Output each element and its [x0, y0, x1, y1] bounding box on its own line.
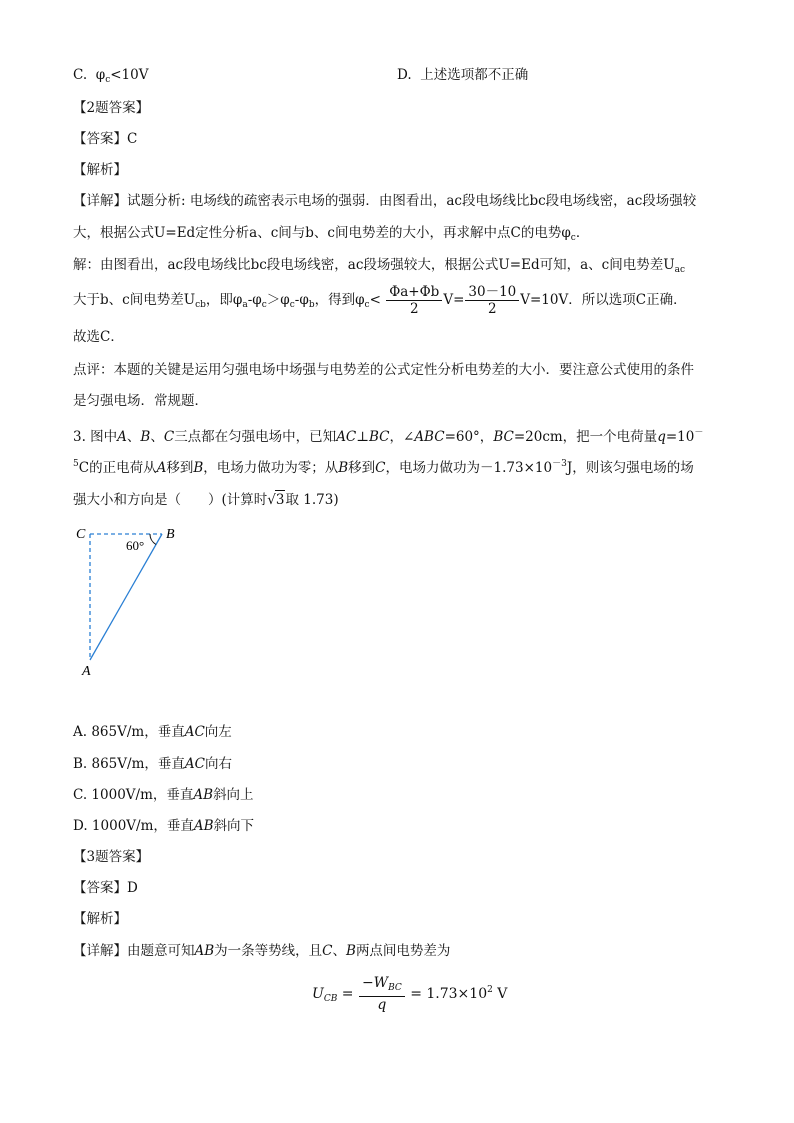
label-b: B	[166, 527, 175, 542]
q3-option-c: C. 1000V/m，垂直AB斜向上	[73, 787, 254, 803]
angle-arc	[150, 534, 156, 545]
q2-detail-line3: 解：由图看出，ac段电场线比bc段电场线密，ac段场强较大，根据公式U=Ed可知，a、c间电势差$U_{ac}$	[73, 257, 685, 275]
q3-option-a: A. 865V/m，垂直AC向左	[73, 724, 232, 740]
q2-answer-header: 【2题答案】	[73, 100, 150, 116]
angle-label: 60°	[126, 538, 145, 553]
label-a: A	[82, 664, 91, 679]
q2-comment-line1: 点评：本题的关键是运用匀强电场中场强与电势差的公式定性分析电势差的大小．要注意公式使用的条件	[73, 362, 694, 378]
q2-detail-line1: 【详解】试题分析: 电场线的疏密表示电场的强弱．由图看出，ac段电场线比bc段电场线密，ac段场强较	[73, 193, 697, 209]
potential-difference-formula: $U_{CB}$ = $\frac{-W_{BC}}{q}$ = $1.73\times 10^2$ V	[312, 975, 508, 1013]
q3-answer-header: 【3题答案】	[73, 849, 150, 865]
q3-stem-line3: 强大小和方向是（ ）(计算时√3取 1.73)	[73, 492, 339, 508]
q2-answer: 【答案】C	[73, 131, 138, 147]
q2-detail-line5: 故选C．	[73, 329, 124, 345]
q2-option-d: D. 上述选项都不正确	[397, 67, 529, 83]
q3-option-d: D. 1000V/m，垂直AB斜向下	[73, 818, 255, 834]
q2-detail-line4: 大于b、c间电势差$U_{cb}$，即$\varphi_a-\varphi_c>\varphi_c-\varphi_b$，得到$\varphi_c<$ $\frac{\Phi a+\Phi b}{2}$ V= $\frac{30-10}{2}$ V=10V．所以选项C正确．	[73, 284, 687, 317]
q2-comment-line2: 是匀强电场．常规题．	[73, 393, 208, 409]
q3-option-b: B. 865V/m，垂直AC向右	[73, 756, 232, 772]
q2-option-c: C. $\varphi_c<10V$	[73, 67, 149, 85]
sqrt-icon: √	[267, 492, 276, 508]
q3-answer: 【答案】D	[73, 880, 138, 896]
q3-stem-line2: $^5$C的正电荷从A移到B，电场力做功为零；从B移到C，电场力做功为$-1.73\times 10^{-3}J$，则该匀强电场的场	[73, 459, 694, 476]
q2-analysis-header: 【解析】	[73, 162, 127, 178]
q3-analysis-header: 【解析】	[73, 911, 127, 927]
q3-detail-line1: 【详解】由题意可知AB为一条等势线，且C、B两点间电势差为	[73, 943, 451, 959]
q3-stem-line1: 3. 图中A、B、C三点都在匀强电场中，已知AC⊥BC，∠ABC=60°，BC=20cm，把一个电荷量q=10－	[73, 428, 704, 445]
q2-detail-line2: 大，根据公式U=Ed定性分析a、c间与b、c间电势差的大小，再求解中点C的电势$\varphi_c$．	[73, 225, 590, 243]
fraction-phi-average: $\frac{\Phi a+\Phi b}{2}$	[386, 284, 442, 317]
triangle-diagram	[70, 520, 190, 680]
fraction-numeric: $\frac{30-10}{2}$	[465, 284, 519, 317]
label-c: C	[76, 527, 86, 542]
